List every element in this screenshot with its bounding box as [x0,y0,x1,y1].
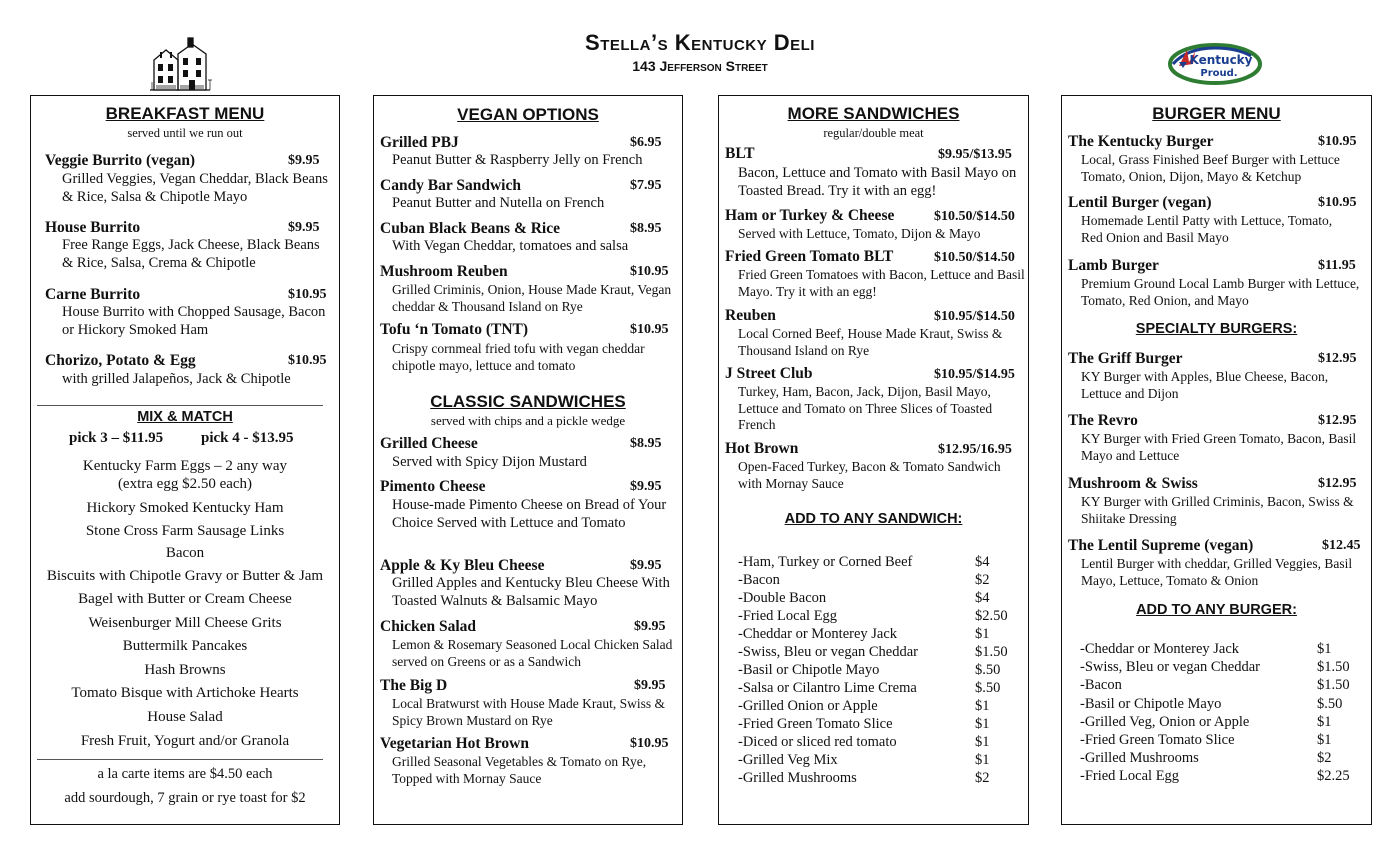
item-name: Grilled PBJ [380,134,459,151]
item-description: With Vegan Cheddar, tomatoes and salsa [392,238,629,254]
item-price: $8.95 [630,436,662,451]
item-price: $12.45 [1322,538,1361,553]
item-description: Peanut Butter & Raspberry Jelly on French [392,152,643,168]
item-description: Local Bratwurst with House Made Kraut, Swiss & Spicy Brown Mustard on Rye [392,696,665,728]
item-price: $10.95 [1318,134,1357,149]
item-price: $10.50/$14.50 [934,250,1015,265]
addon-price: $1 [975,698,990,714]
mix-item: (extra egg $2.50 each) [117,476,253,492]
addon-name: -Bacon [738,572,780,588]
item-description: KY Burger with Apples, Blue Cheese, Bacon, Lettuce and Dijon [1081,369,1329,401]
item-name: Mushroom & Swiss [1068,475,1198,492]
item-name: Chicken Salad [380,618,477,635]
addon-name: -Diced or sliced red tomato [738,734,897,750]
item-description: Grilled Veggies, Vegan Cheddar, Black Beans & Rice, Salsa & Chipotle Mayo [62,171,328,205]
add-to-sandwich-title: ADD TO ANY SANDWICH: [784,511,963,527]
breakfast-panel [30,95,340,825]
addon-price: $1 [1317,732,1332,748]
addon-price: $1 [1317,641,1332,657]
classic-title: CLASSIC SANDWICHES [430,392,626,411]
item-description: Served with Spicy Dijon Mustard [392,454,587,470]
toast-note: add sourdough, 7 grain or rye toast for $2 [64,790,306,806]
item-name: Lentil Burger (vegan) [1068,194,1212,211]
item-price: $9.95 [288,220,320,235]
item-description: Crispy cornmeal fried tofu with vegan cheddar chipotle mayo, lettuce and tomato [392,341,645,373]
item-description: Grilled Criminis, Onion, House Made Kraut, Vegan cheddar & Thousand Island on Rye [392,282,672,314]
item-price: $10.95 [630,736,669,751]
a-la-carte-note: a la carte items are $4.50 each [97,766,273,782]
more-sandwiches-title: MORE SANDWICHES [787,104,960,123]
item-name: Chorizo, Potato & Egg [45,352,196,369]
item-description: Local, Grass Finished Beef Burger with Lettuce Tomato, Onion, Dijon, Mayo & Ketchup [1081,152,1340,184]
addon-price: $1 [1317,713,1332,730]
addon-price: $1.50 [1317,677,1350,694]
item-price: $10.95/$14.95 [934,367,1015,382]
item-price: $10.95 [1318,195,1357,210]
item-name: Pimento Cheese [380,478,486,495]
mix-match-title: MIX & MATCH [137,409,233,425]
addon-price: $.50 [975,680,1001,696]
item-description: Bacon, Lettuce and Tomato with Basil Mayo on Toasted Bread. Try it with an egg! [738,165,1017,199]
item-price: $6.95 [630,135,662,150]
burger-panel [1061,95,1372,825]
addon-name: -Fried Green Tomato Slice [738,716,893,732]
mix-item: Weisenburger Mill Cheese Grits [88,615,282,631]
item-description: House-made Pimento Cheese on Bread of Your Choice Served with Lettuce and Tomato [392,497,667,531]
item-price: $9.95 [630,558,662,573]
item-name: Ham or Turkey & Cheese [725,207,895,224]
addon-name: -Basil or Chipotle Mayo [738,662,880,678]
item-price: $12.95 [1318,351,1357,366]
add-to-burger-title: ADD TO ANY BURGER: [1136,602,1297,618]
item-price: $10.95/$14.50 [934,309,1015,324]
addon-name: -Fried Local Egg [738,608,838,624]
item-name: Carne Burrito [45,286,141,303]
item-name: Fried Green Tomato BLT [725,248,894,265]
vegan-classic-panel [373,95,683,825]
item-price: $9.95 [288,153,320,168]
addon-price: $4 [975,554,990,570]
addon-name: -Swiss, Bleu or vegan Cheddar [1080,659,1261,676]
mix-item: Hash Browns [144,662,226,678]
item-description: Fried Green Tomatoes with Bacon, Lettuce and Basil Mayo. Try it with an egg! [738,267,1025,299]
mix-item: Bacon [165,545,205,561]
item-description: Grilled Seasonal Vegetables & Tomato on Rye, Topped with Mornay Sauce [392,754,647,786]
item-price: $12.95 [1318,476,1357,491]
item-price: $10.95 [630,264,669,279]
pick-4-price: pick 4 - $13.95 [201,430,294,446]
more-sandwiches-subtitle: regular/double meat [823,126,924,140]
item-name: The Revro [1068,412,1138,429]
item-name: The Griff Burger [1068,350,1183,367]
mix-item: Kentucky Farm Eggs – 2 any way [82,458,288,474]
item-price: $9.95 [630,479,662,494]
item-price: $8.95 [630,221,662,236]
addon-price: $1.50 [975,644,1008,660]
addon-name: -Grilled Onion or Apple [738,698,878,714]
mix-item: Buttermilk Pancakes [122,638,248,654]
mix-item: House Salad [147,709,223,725]
addon-name: -Bacon [1080,677,1122,694]
vegan-title: VEGAN OPTIONS [457,105,599,124]
classic-subtitle: served with chips and a pickle wedge [430,413,626,428]
item-description: Turkey, Ham, Bacon, Jack, Dijon, Basil Mayo, Lettuce and Tomato on Three Slices of Toasted French [738,384,993,432]
item-name: BLT [725,145,755,162]
item-description: Peanut Butter and Nutella on French [392,195,605,211]
item-name: Vegetarian Hot Brown [380,735,529,752]
item-name: Grilled Cheese [380,435,478,452]
addon-name: -Ham, Turkey or Corned Beef [738,554,913,570]
addon-name: -Basil or Chipotle Mayo [1080,695,1222,712]
house-logo-icon [148,36,212,92]
addon-name: -Grilled Mushrooms [1080,750,1199,767]
addon-name: -Salsa or Cilantro Lime Crema [738,680,917,696]
item-description: Open-Faced Turkey, Bacon & Tomato Sandwich with Mornay Sauce [738,459,1001,491]
item-description: Served with Lettuce, Tomato, Dijon & Mayo [738,226,981,241]
item-name: J Street Club [725,365,813,382]
item-price: $7.95 [630,178,662,193]
item-name: Reuben [725,307,776,324]
mix-item: Tomato Bisque with Artichoke Hearts [71,685,299,701]
breakfast-title: BREAKFAST MENU [105,104,265,123]
mix-item: Stone Cross Farm Sausage Links [85,523,285,539]
pick-3-price: pick 3 – $11.95 [69,430,164,446]
mix-item: Hickory Smoked Kentucky Ham [86,500,284,516]
addon-price: $1.50 [1317,659,1350,676]
item-name: Hot Brown [725,440,799,457]
addon-name: -Grilled Veg, Onion or Apple [1080,713,1250,730]
item-price: $12.95 [1318,413,1357,428]
item-price: $12.95/16.95 [938,442,1012,457]
mix-item: Bagel with Butter or Cream Cheese [78,591,292,607]
addon-price: $1 [975,716,990,732]
restaurant-name: Stella’s Kentucky Deli [585,30,815,55]
item-name: The Lentil Supreme (vegan) [1068,537,1254,554]
kentucky-proud-logo-icon [1167,40,1263,88]
more-sandwiches-panel [718,95,1029,825]
addon-price: $2 [975,770,990,786]
addon-price: $2 [1317,750,1332,767]
item-name: Tofu ‘n Tomato (TNT) [380,321,529,338]
item-description: KY Burger with Fried Green Tomato, Bacon, Basil Mayo and Lettuce [1081,431,1357,463]
item-description: Premium Ground Local Lamb Burger with Lettuce, Tomato, Red Onion, and Mayo [1081,276,1360,308]
addon-name: -Grilled Veg Mix [738,752,838,768]
breakfast-subtitle: served until we run out [127,126,243,140]
addon-price: $1 [975,734,990,750]
burger-title: BURGER MENU [1152,104,1281,123]
mix-item: Fresh Fruit, Yogurt and/or Granola [80,733,290,749]
item-price: $11.95 [1318,258,1356,273]
item-description: Local Corned Beef, House Made Kraut, Swiss & Thousand Island on Rye [738,326,1003,358]
item-description: Lemon & Rosemary Seasoned Local Chicken Salad served on Greens or as a Sandwich [392,637,673,669]
item-price: $9.95 [634,619,666,634]
addon-name: -Double Bacon [738,590,827,606]
addon-price: $2 [975,572,990,588]
item-description: Lentil Burger with cheddar, Grilled Veggies, Basil Mayo, Lettuce, Tomato & Onion [1081,556,1353,588]
item-price: $10.95 [288,353,327,368]
addon-price: $.50 [1317,695,1343,712]
addon-name: -Fried Green Tomato Slice [1080,732,1235,748]
addon-price: $.50 [975,662,1001,678]
addon-price: $2.25 [1317,768,1350,785]
item-name: Lamb Burger [1068,257,1159,274]
item-price: $10.95 [288,287,327,302]
addon-price: $1 [975,626,990,642]
addon-name: -Cheddar or Monterey Jack [1080,641,1240,657]
addon-price: $1 [975,752,990,768]
addon-name: -Swiss, Bleu or vegan Cheddar [738,644,919,660]
item-description: House Burrito with Chopped Sausage, Bacon or Hickory Smoked Ham [62,304,326,338]
addon-price: $2.50 [975,608,1008,624]
addon-price: $4 [975,590,990,606]
restaurant-address: 143 Jefferson Street [632,58,768,74]
item-description: Homemade Lentil Patty with Lettuce, Tomato, Red Onion and Basil Mayo [1081,213,1333,245]
item-price: $10.95 [630,322,669,337]
item-price: $10.50/$14.50 [934,209,1015,224]
item-description: with grilled Jalapeños, Jack & Chipotle [62,371,291,387]
item-name: Mushroom Reuben [380,263,508,280]
item-price: $9.95/$13.95 [938,147,1012,162]
item-description: Grilled Apples and Kentucky Bleu Cheese With Toasted Walnuts & Balsamic Mayo [392,575,670,609]
item-description: KY Burger with Grilled Criminis, Bacon, Swiss & Shiitake Dressing [1081,494,1354,526]
item-name: Veggie Burrito (vegan) [45,152,196,169]
addon-name: -Cheddar or Monterey Jack [738,626,898,642]
mix-item: Biscuits with Chipotle Gravy or Butter & Jam [46,568,324,584]
item-name: Apple & Ky Bleu Cheese [380,557,545,574]
addon-name: -Grilled Mushrooms [738,770,857,786]
item-description: Free Range Eggs, Jack Cheese, Black Beans & Rice, Salsa, Crema & Chipotle [62,237,320,271]
logo-text-line1: Kentucky [1189,53,1253,67]
item-name: The Big D [380,677,448,694]
specialty-burgers-title: SPECIALTY BURGERS: [1135,321,1298,337]
item-name: Cuban Black Beans & Rice [380,220,560,237]
addon-name: -Fried Local Egg [1080,768,1180,785]
item-name: Candy Bar Sandwich [380,177,521,194]
item-name: House Burrito [45,219,141,236]
divider [37,759,323,760]
item-name: The Kentucky Burger [1068,133,1214,150]
divider [37,405,323,406]
item-price: $9.95 [634,678,666,693]
logo-text-line2: Proud. [1200,68,1238,79]
